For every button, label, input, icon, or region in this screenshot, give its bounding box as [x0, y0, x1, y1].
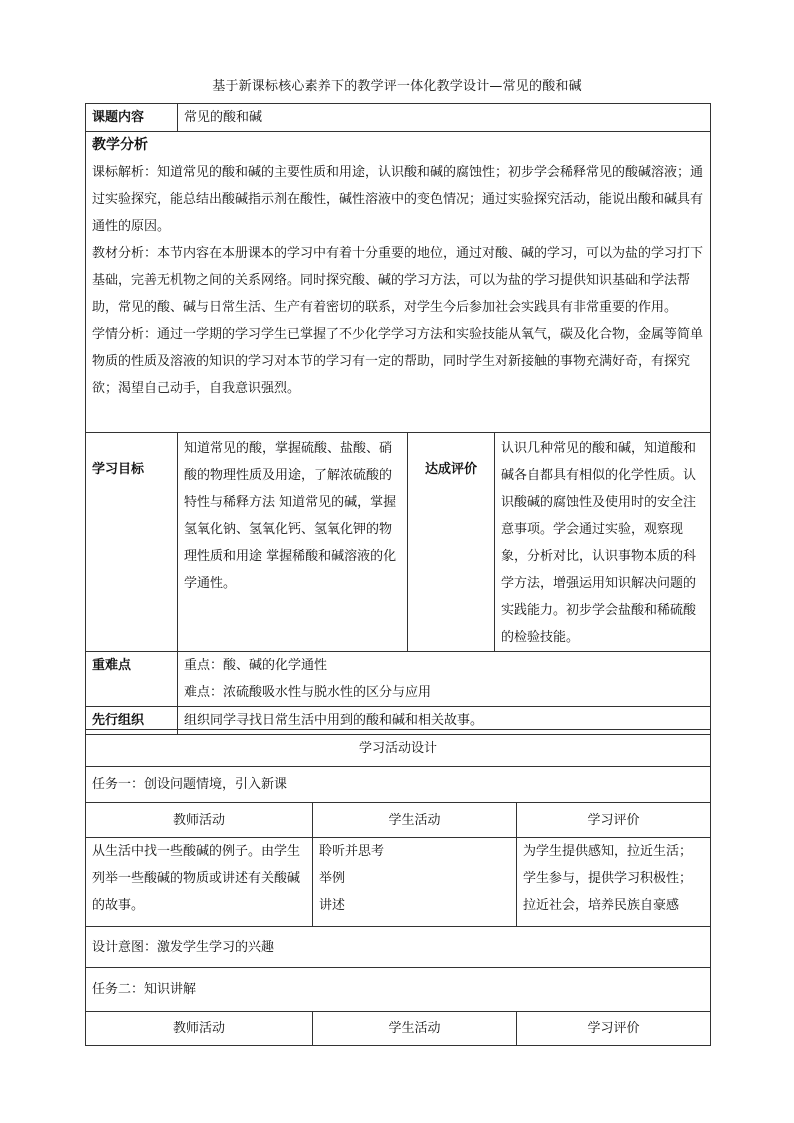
student-activity-1-a: 聆听并思考 [319, 844, 385, 859]
organizer-text: 组织同学寻找日常生活中用到的酸和碱和相关故事。 [178, 707, 711, 735]
teacher-activity-1: 从生活中找一些酸碱的例子。由学生列举一些酸碱的物质或讲述有关酸碱的故事。 [86, 838, 313, 927]
student-activity-1-b: 举例 [319, 871, 346, 886]
analysis-heading: 教学分析 [92, 137, 148, 153]
activity-table [85, 729, 711, 1046]
goals-row [86, 433, 711, 652]
col-student-2: 学生活动 [313, 1012, 517, 1046]
col-eval-2: 学习评价 [517, 1012, 711, 1046]
student-activity-1-c: 讲述 [319, 898, 346, 913]
organizer-label: 先行组织 [86, 707, 178, 735]
analysis-row [86, 132, 711, 433]
col-teacher-1: 教师活动 [86, 803, 313, 838]
col-teacher-2: 教师活动 [86, 1012, 313, 1046]
student-analysis: 学情分析：通过一学期的学习学生已掌握了不少化学学习方法和实验技能从氧气，碳及化合物，金属等简单物质的性质及溶液的知识的学习对本节的学习有一定的帮助，同时学生对新接触的事物充满好奇，有探究欲；渴望自己动手，自我意识强烈。 [92, 327, 704, 396]
activity-heading-row [86, 730, 711, 767]
difficulty-label: 重难点 [86, 652, 178, 707]
key-point: 重点：酸、碱的化学通性 [184, 658, 328, 673]
intent-row [86, 927, 711, 968]
curriculum-analysis: 课标解析：知道常见的酸和碱的主要性质和用途，认识酸和碱的腐蚀性；初步学会稀释常见的酸碱溶液；通过实验探究，能总结出酸碱指示剂在酸性，碱性溶液中的变色情况；通过实验探究活动，能说出酸和碱具有通性的原因。 [92, 165, 704, 234]
goals-text: 知道常见的酸，掌握硫酸、盐酸、硝酸的物理性质及用途，了解浓硫酸的特性与稀释方法 知道常见的碱，掌握氢氧化钠、氢氧化钙、氢氧化钾的物理性质和用途 掌握稀酸和碱溶液的化学通性。 [178, 433, 408, 652]
design-intent-1: 设计意图：激发学生学习的兴趣 [86, 927, 711, 968]
col-student-1: 学生活动 [313, 803, 517, 838]
lesson-plan-table [85, 103, 711, 735]
topic-label: 课题内容 [86, 104, 178, 132]
topic-row [86, 104, 711, 132]
evaluation-label: 达成评价 [408, 433, 495, 652]
column-header-row-2 [86, 1012, 711, 1046]
evaluation-1-b: 学生参与，提供学习积极性； [523, 871, 693, 886]
evaluation-1-c: 拉近社会，培养民族自豪感 [523, 898, 680, 913]
task2-row [86, 968, 711, 1012]
difficulty-row [86, 652, 711, 707]
task2-title: 任务二：知识讲解 [86, 968, 711, 1012]
evaluation-1-a: 为学生提供感知，拉近生活； [523, 844, 693, 859]
activity-heading: 学习活动设计 [86, 730, 711, 767]
task1-content-row [86, 838, 711, 927]
evaluation-text: 认识几种常见的酸和碱，知道酸和碱各自都具有相似的化学性质。认识酸碱的腐蚀性及使用时的安全注意事项。学会通过实验，观察现象，分析对比，认识事物本质的科学方法，增强运用知识解决问题的实践能力。初步学会盐酸和稀硫酸的检验技能。 [495, 433, 711, 652]
column-header-row-1 [86, 803, 711, 838]
topic-value: 常见的酸和碱 [178, 104, 711, 132]
task1-title: 任务一：创设问题情境，引入新课 [86, 767, 711, 803]
difficult-point: 难点：浓硫酸吸水性与脱水性的区分与应用 [184, 685, 432, 700]
document-title: 基于新课标核心素养下的教学评一体化教学设计—常见的酸和碱 [212, 79, 582, 94]
textbook-analysis: 教材分析：本节内容在本册课本的学习中有着十分重要的地位，通过对酸、碱的学习，可以为盐的学习打下基础，完善无机物之间的关系网络。同时探究酸、碱的学习方法，可以为盐的学习提供知识基础和学法帮助，常见的酸、碱与日常生活、生产有着密切的联系，对学生今后参加社会实践具有非常重要的作用。 [92, 246, 704, 315]
task1-row [86, 767, 711, 803]
goals-label: 学习目标 [86, 433, 178, 652]
col-eval-1: 学习评价 [517, 803, 711, 838]
